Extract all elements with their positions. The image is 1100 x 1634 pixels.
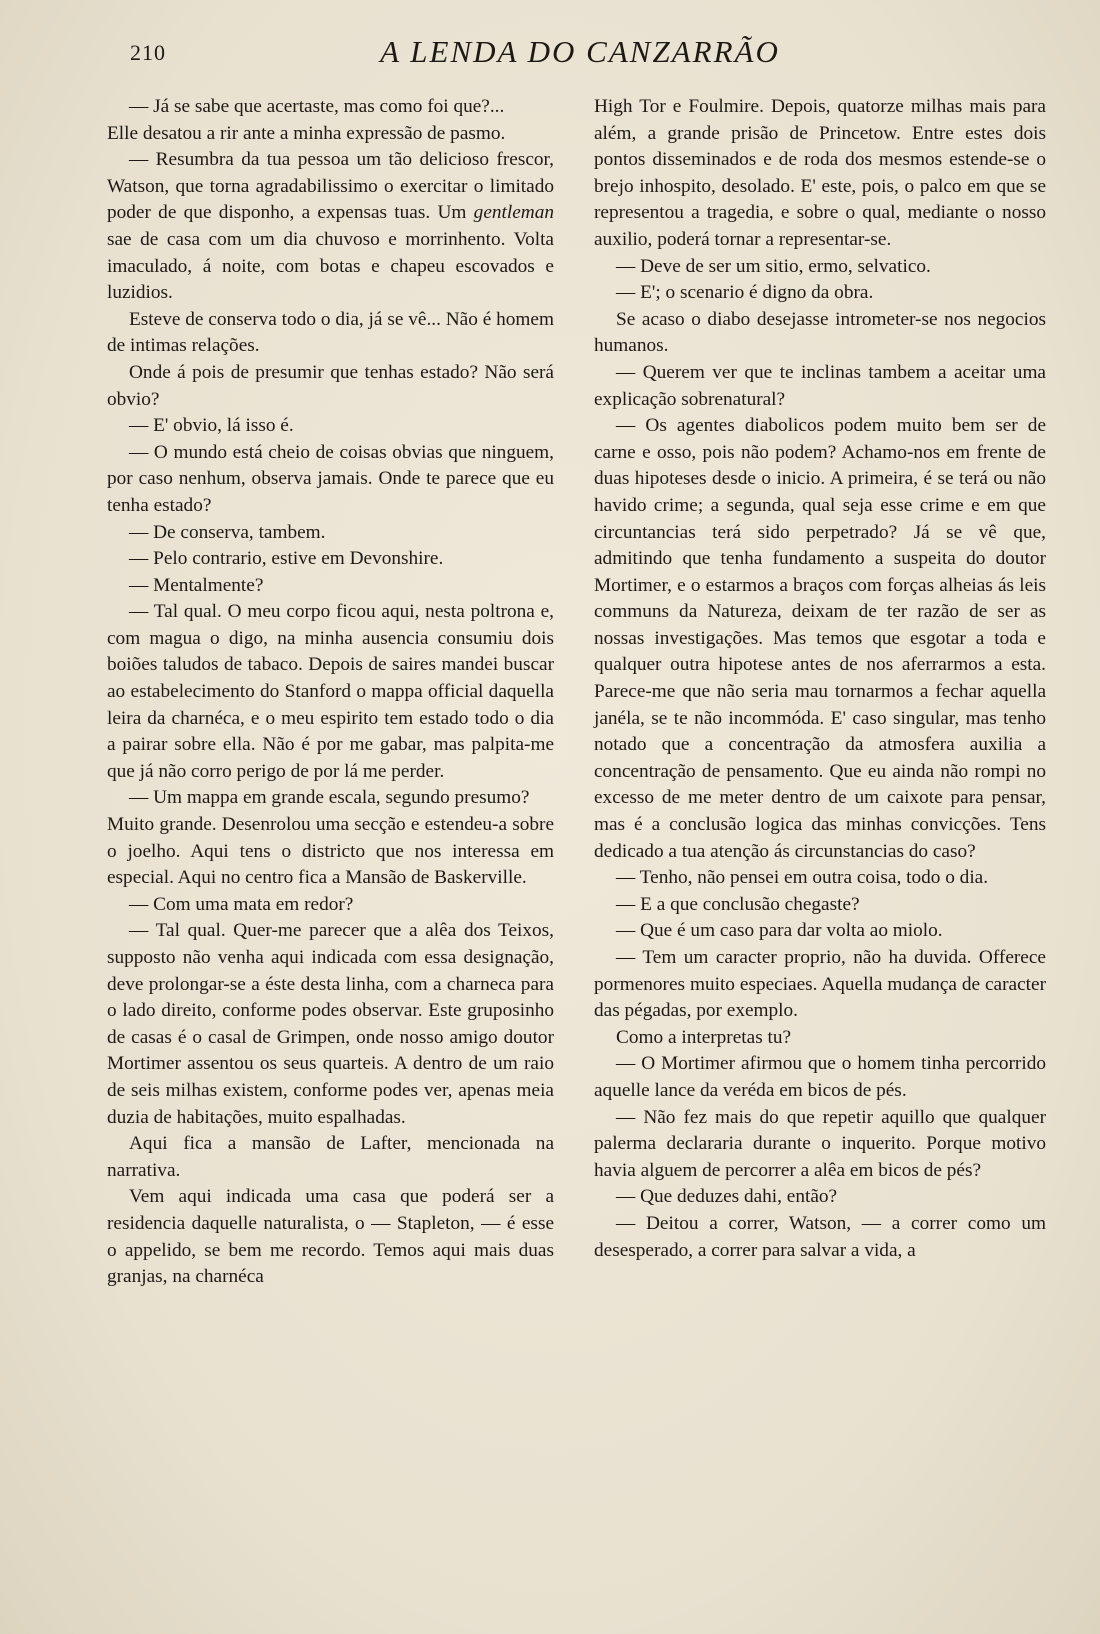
paragraph xyxy=(594,865,1046,892)
paragraph-text: Vem aqui indicada uma casa que poderá ser a residencia daquelle naturalista, o — Stapleton, — é esse o appelido, se bem me recordo. Temos aqui mais duas granjas, na charnéca xyxy=(107,1186,554,1288)
paragraph xyxy=(594,1184,1046,1211)
paragraph-text: — Tem um caracter proprio, não ha duvida. Offerece pormenores muito especiaes. Aquella mudança de caracter das pégadas, por exemplo. xyxy=(594,947,1046,1022)
paragraph-text: — Deitou a correr, Watson, — a correr como um desesperado, a correr para salvar a vida, a xyxy=(594,1212,1046,1261)
paragraph xyxy=(594,413,1046,865)
paragraph-text: Muito grande. Desenrolou uma secção e estendeu-a sobre o joelho. Aqui tens o districto que nos interessa em especial. Aqui no centro fica a Mansão de Baskerville. xyxy=(107,814,554,889)
paragraph xyxy=(107,918,554,1131)
italic-term: gentleman xyxy=(473,202,554,224)
paragraph xyxy=(594,1025,1046,1052)
paragraph xyxy=(107,1131,554,1184)
paragraph xyxy=(594,892,1046,919)
paragraph-text: — Resumbra da tua pessoa um tão delicioso frescor, Watson, que torna agradabilissimo o exercitar o limitado poder de que disponho, a expensas tuas. Um xyxy=(107,149,554,224)
paragraph xyxy=(107,440,554,520)
paragraph-text: — Deve de ser um sitio, ermo, selvatico. xyxy=(616,255,931,277)
paragraph xyxy=(594,918,1046,945)
paragraph-text: — Mentalmente? xyxy=(129,574,264,596)
paragraph-text: Como a interpretas tu? xyxy=(616,1026,792,1048)
paragraph xyxy=(107,1184,554,1290)
paragraph xyxy=(107,573,554,600)
paragraph xyxy=(107,785,554,812)
paragraph xyxy=(594,1105,1046,1185)
paragraph xyxy=(107,121,554,148)
paragraph-text: Aqui fica a mansão de Lafter, mencionada na narrativa. xyxy=(107,1133,554,1181)
paragraph xyxy=(107,147,554,307)
paragraph-text: — Tal qual. O meu corpo ficou aqui, nesta poltrona e, com magua o digo, na minha ausencia consumiu dois boiões taludos de tabaco. Depois de saires mandei buscar ao estabelecimento do Stanford o mappa official daquella leira da charnéca, e o meu espirito tem estado todo o dia a pairar sobre ella. Não é por me gabar, mas palpita-me que já não corro perigo de por lá me perder. xyxy=(107,601,554,782)
paragraph-text: — De conserva, tambem. xyxy=(129,521,326,543)
left-column xyxy=(107,94,554,1614)
right-column xyxy=(594,94,1046,1614)
paragraph xyxy=(107,360,554,413)
paragraph xyxy=(107,599,554,785)
paragraph-text: — Não fez mais do que repetir aquillo que qualquer palerma declararia durante o inquerito. Porque motivo havia alguem de percorrer a alêa em bicos de pés? xyxy=(594,1106,1046,1181)
paragraph-text: Esteve de conserva todo o dia, já se vê... Não é homem de intimas relações. xyxy=(107,308,554,357)
paragraph xyxy=(107,307,554,360)
paragraph-text: — O mundo está cheio de coisas obvias que ninguem, por caso nenhum, observa jamais. Onde te parece que eu tenha estado? xyxy=(107,441,554,516)
paragraph xyxy=(107,520,554,547)
paragraph xyxy=(594,307,1046,360)
paragraph xyxy=(594,1211,1046,1264)
paragraph-text: — Pelo contrario, estive em Devonshire. xyxy=(129,548,444,570)
paragraph-text: — Já se sabe que acertaste, mas como foi que?... xyxy=(129,96,505,117)
paragraph-text: — E a que conclusão chegaste? xyxy=(616,893,860,915)
paragraph xyxy=(594,94,1046,254)
paragraph-text: sae de casa com um dia chuvoso e morrinhento. Volta imaculado, á noite, com botas e chapeu escovados e luzidios. xyxy=(107,228,554,304)
paragraph-text: Elle desatou a rir ante a minha expressão de pasmo. xyxy=(107,122,506,144)
page-number: 210 xyxy=(130,40,166,65)
page-header xyxy=(130,32,1030,82)
paragraph xyxy=(594,280,1046,307)
paragraph xyxy=(594,360,1046,413)
paragraph-text: Onde á pois de presumir que tenhas estado? Não será obvio? xyxy=(107,361,554,410)
paragraph-text: — Tenho, não pensei em outra coisa, todo o dia. xyxy=(616,867,989,889)
paragraph-text: — O Mortimer afirmou que o homem tinha percorrido aquelle lance da veréda em bicos de pés. xyxy=(594,1053,1046,1101)
paragraph-text: — Tal qual. Quer-me parecer que a alêa dos Teixos, supposto não venha aqui indicada com essa designação, deve prolongar-se a éste desta linha, com a charneca para o lado direito, conforme podes observar. Este gruposinho de casas é o casal de Grimpen, onde nosso amigo doutor Mortimer assentou os seus quarteis. A dentro de um raio de seis milhas existem, conforme podes ver, apenas meia duzia de habitações, muito espalhadas. xyxy=(107,920,554,1128)
running-title: A LENDA DO CANZARRÃO xyxy=(380,34,780,69)
paragraph-text: — E'; o scenario é digno da obra. xyxy=(616,282,874,304)
paragraph xyxy=(107,892,554,919)
paragraph xyxy=(107,812,554,892)
paragraph xyxy=(107,94,554,121)
paragraph-text: — E' obvio, lá isso é. xyxy=(129,415,294,437)
paragraph xyxy=(107,546,554,573)
paragraph-text: — Os agentes diabolicos podem muito bem ser de carne e osso, pois não podem? Achamo-nos em frente de duas hipoteses desde o inicio. A primeira, é se terá ou não havido crime; a segunda, qual seja esse crime e em que circuntancias terá sido perpetrado? Já se vê que, admitindo que tenha fundamento a suspeita do doutor Mortimer, e o estarmos a braços com forças alheias ás leis communs da Natureza, deixam de ter razão de ser as nossas investigações. Mas temos que esgotar a toda e qualquer outra hipotese antes de nos aferrarmos a esta. Parece-me que não seria mau tornarmos a fechar aquella janéla, se te não incommóda. E' caso singular, mas tenho notado que a concentração da atmosfera auxilia a concentração de pensamento. Que eu ainda não rompi no excesso de me meter dentro de um caixote para pensar, mas é a conclusão logica das minhas convicções. Tens dedicado a tua atenção ás circunstancias do caso? xyxy=(594,415,1046,862)
paragraph xyxy=(594,254,1046,281)
paragraph-text: — Que deduzes dahi, então? xyxy=(616,1186,838,1208)
paragraph xyxy=(594,1051,1046,1104)
paragraph-text: — Com uma mata em redor? xyxy=(129,893,354,915)
paragraph-text: — Querem ver que te inclinas tambem a aceitar uma explicação sobrenatural? xyxy=(594,361,1046,410)
paragraph xyxy=(107,413,554,440)
paragraph-text: Se acaso o diabo desejasse intrometer-se nos negocios humanos. xyxy=(594,308,1046,357)
paragraph-text: High Tor e Foulmire. Depois, quatorze milhas mais para além, a grande prisão de Princetow. Entre estes dois pontos disseminados e de roda dos mesmos estende-se o brejo inhospito, desolado. E' este, pois, o palco em que se representou a tragedia, e sobre o qual, mediante o nosso auxilio, poderá tornar a representar-se. xyxy=(594,96,1046,250)
paragraph xyxy=(594,945,1046,1025)
paragraph-text: — Um mappa em grande escala, segundo presumo? xyxy=(129,787,530,809)
paragraph-text: — Que é um caso para dar volta ao miolo. xyxy=(616,920,943,942)
